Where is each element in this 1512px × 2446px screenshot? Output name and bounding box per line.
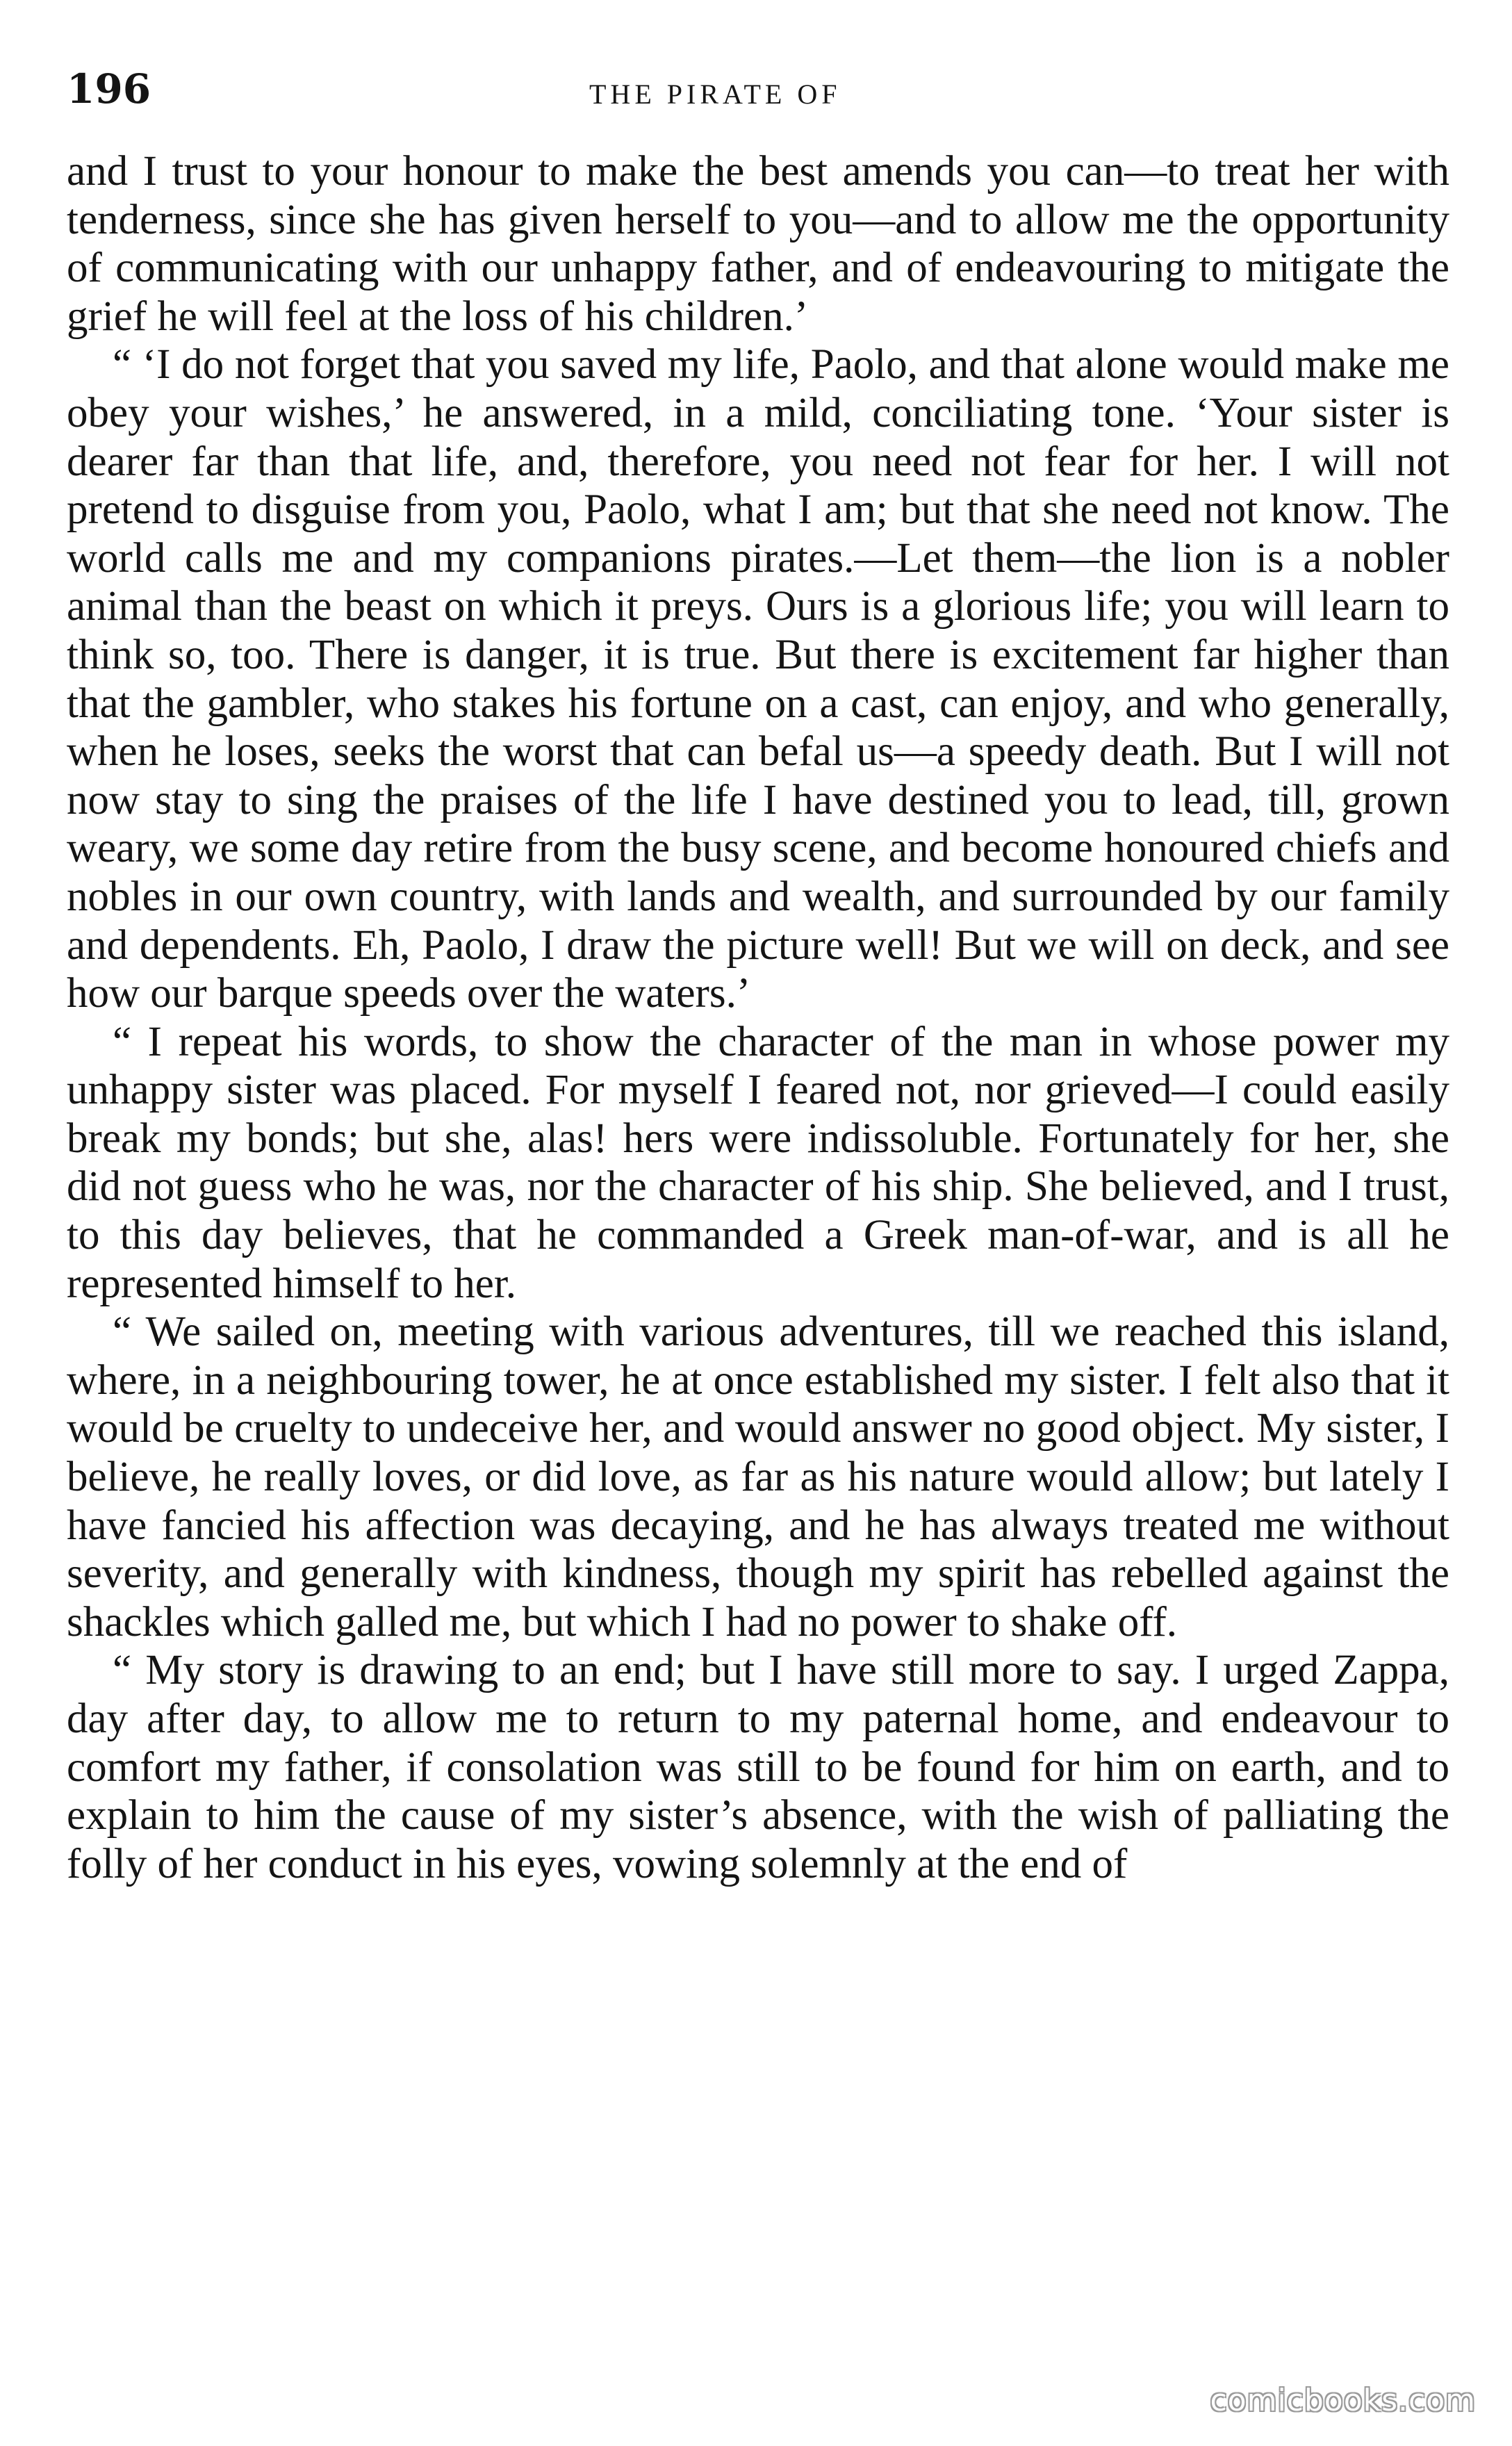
running-head: THE PIRATE OF	[589, 79, 841, 110]
paragraph: “ My story is drawing to an end; but I have still more to say. I urged Zappa, day after day, to allow me to return to my paternal home, and endeavour to comfort my father, if consolation was still to be found for him on earth, and to explain to him the cause of my sister’s absence, with the wish of palliating the folly of her conduct in his eyes, vowing solemnly at the end of	[67, 1647, 1449, 1887]
body-text	[67, 147, 1449, 1888]
page-number: 196	[67, 65, 151, 113]
paragraph: and I trust to your honour to make the best amends you can—to treat her with tenderness, since she has given herself to you—and to allow me the opportunity of communicating with our unhappy father, and of endeavouring to mitigate the grief he will feel at the loss of his children.’	[67, 148, 1449, 340]
watermark: comicbooks.com	[1210, 2383, 1476, 2418]
paragraph: “ We sailed on, meeting with various adventures, till we reached this island, where, in a neighbouring tower, he at once established my sister. I felt also that it would be cruelty to undeceive her, and would answer no good object. My sister, I believe, he really loves, or did love, as far as his nature would allow; but lately I have fancied his affection was decaying, and he has always treated me without severity, and generally with kindness, though my spirit has rebelled against the shackles which galled me, but which I had no power to shake off.	[67, 1308, 1449, 1645]
page-header	[67, 61, 1449, 117]
paragraph: “ I repeat his words, to show the character of the man in whose power my unhappy sister was placed. For myself I feared not, nor grieved—I could easily break my bonds; but she, alas! hers were indissoluble. Fortunately for her, she did not guess who he was, nor the character of his ship. She believed, and I trust, to this day believes, that he commanded a Greek man-of-war, and is all he represented himself to her.	[67, 1018, 1449, 1307]
paragraph: “ ‘I do not forget that you saved my life, Paolo, and that alone would make me obey your wishes,’ he answered, in a mild, conciliating tone. ‘Your sister is dearer far than that life, and, therefore, you need not fear for her. I will not pretend to disguise from you, Paolo, what I am; but that she need not know. The world calls me and my companions pirates.—Let them—the lion is a nobler animal than the beast on which it preys. Ours is a glorious life; you will learn to think so, too. There is danger, it is true. But there is excitement far higher than that the gambler, who stakes his fortune on a cast, can enjoy, and who generally, when he loses, seeks the worst that can befal us—a speedy death. But I will not now stay to sing the praises of the life I have destined you to lead, till, grown weary, we some day retire from the busy scene, and become honoured chiefs and nobles in our own country, with lands and wealth, and surrounded by our family and dependents. Eh, Paolo, I draw the picture well! But we will on deck, and see how our barque speeds over the waters.’	[67, 341, 1449, 1017]
